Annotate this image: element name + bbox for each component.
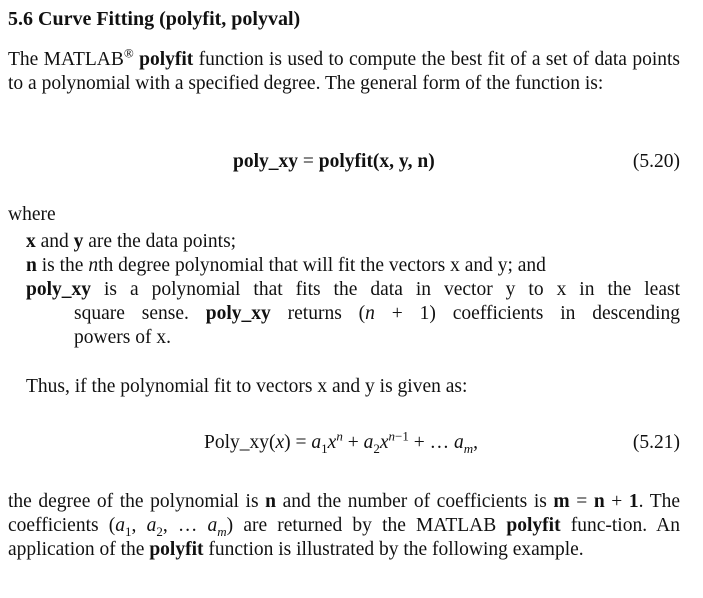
closing-c2: a xyxy=(146,515,157,536)
item3-b1: poly_xy xyxy=(26,279,92,300)
closing-c1s: 1 xyxy=(125,523,132,539)
where-item-xy xyxy=(26,230,680,254)
eq521-lhs: Poly_xy( xyxy=(204,432,276,453)
eq521-p2 xyxy=(388,429,408,444)
item1-t2: are the data points; xyxy=(83,231,237,252)
section-heading: 5.6 Curve Fitting (polyfit, polyval) xyxy=(8,8,301,30)
eq521-p1-n: n xyxy=(336,428,343,444)
closing-t7: func-tion. An application of the xyxy=(8,515,681,560)
equation-5-21-body xyxy=(204,428,478,456)
eq521-a2: a xyxy=(363,432,374,453)
closing-paragraph xyxy=(8,490,680,562)
item3-line2 xyxy=(26,302,680,326)
closing-c3: a xyxy=(207,515,218,536)
item1-b1: x xyxy=(26,231,36,252)
eq521-x2: x xyxy=(379,432,389,453)
closing-b4: 1 xyxy=(628,491,639,512)
item3-t4: + 1) coefficients in descending xyxy=(374,303,680,324)
eq521-am: a xyxy=(453,432,464,453)
equation-number-5-21: (5.21) xyxy=(632,432,680,453)
eq521-x: x xyxy=(275,432,285,453)
intro-polyfit: polyfit xyxy=(139,49,194,70)
eq520-equals: = xyxy=(298,151,319,172)
item3-line3: powers of x. xyxy=(74,327,171,348)
closing-c3s-m: m xyxy=(217,523,227,539)
eq521-a1: a xyxy=(311,432,322,453)
closing-b6: polyfit xyxy=(149,539,204,560)
eq521-p2-minus1: −1 xyxy=(394,428,409,444)
item2-t2: th degree polynomial that will fit the vectors x and y; and xyxy=(98,255,546,276)
item3-b2: poly_xy xyxy=(205,303,271,324)
eq521-plus1: + xyxy=(342,432,364,453)
item3-t3: returns ( xyxy=(270,303,366,324)
closing-t2: and the number of coefficients is xyxy=(276,491,554,512)
closing-t4: + xyxy=(604,491,629,512)
item1-b2: y xyxy=(73,231,84,252)
closing-t3: = xyxy=(569,491,594,512)
eq521-sm xyxy=(464,441,473,456)
equation-5-20 xyxy=(8,151,680,177)
closing-c1c: , xyxy=(131,515,147,536)
closing-c1: a xyxy=(115,515,126,536)
registered-mark: ® xyxy=(123,45,134,61)
item3-i1: n xyxy=(365,303,375,324)
eq521-sm-m: m xyxy=(463,440,474,456)
closing-t1: the degree of the polynomial is xyxy=(8,491,266,512)
intro-text-1: The MATLAB xyxy=(8,49,124,70)
item3-line1 xyxy=(26,278,680,302)
eq521-s2: 2 xyxy=(373,440,380,456)
closing-c2s: 2 xyxy=(156,523,163,539)
where-item-n xyxy=(26,254,680,278)
eq521-p2-n: n xyxy=(388,428,395,444)
eq521-mid: ) = xyxy=(284,432,312,453)
closing-b2: m xyxy=(553,491,570,512)
closing-t5: . The coefficients ( xyxy=(8,491,681,536)
where-label: where xyxy=(8,204,56,225)
closing-t6: ) are returned by the MATLAB xyxy=(226,515,507,536)
where-item-polyxy xyxy=(26,278,680,350)
equation-5-20-body xyxy=(233,151,435,173)
closing-b5: polyfit xyxy=(506,515,561,536)
closing-c3s xyxy=(217,524,226,539)
item1-t1: and xyxy=(35,231,74,252)
closing-b3: n xyxy=(593,491,605,512)
equation-number-5-20: (5.20) xyxy=(632,151,680,172)
eq521-s1: 1 xyxy=(321,440,328,456)
closing-t8: function is illustrated by the following example. xyxy=(203,539,584,560)
eq520-rhs: polyfit(x, y, n) xyxy=(318,151,435,172)
closing-c2c: , … xyxy=(162,515,208,536)
equation-5-21 xyxy=(8,428,680,458)
eq520-lhs: poly_xy xyxy=(233,151,299,172)
item2-b1: n xyxy=(26,255,37,276)
item2-i1: n xyxy=(88,255,99,276)
eq521-comma: , xyxy=(473,432,478,453)
item3-t1: is a polynomial that fits the data in vector y to x in the least xyxy=(91,279,680,300)
intro-text-2: function is used to compute the best fit of a set of data points to a polynomial with a specified degree. The general form of the function is: xyxy=(8,49,680,94)
eq521-tail: + … xyxy=(408,432,454,453)
closing-b1: n xyxy=(265,491,276,512)
eq521-x1: x xyxy=(327,432,337,453)
intro-paragraph xyxy=(8,45,680,96)
thus-line: Thus, if the polynomial fit to vectors x and y is given as: xyxy=(26,376,468,397)
item3-t2: square sense. xyxy=(74,303,206,324)
item2-t1: is the xyxy=(36,255,89,276)
